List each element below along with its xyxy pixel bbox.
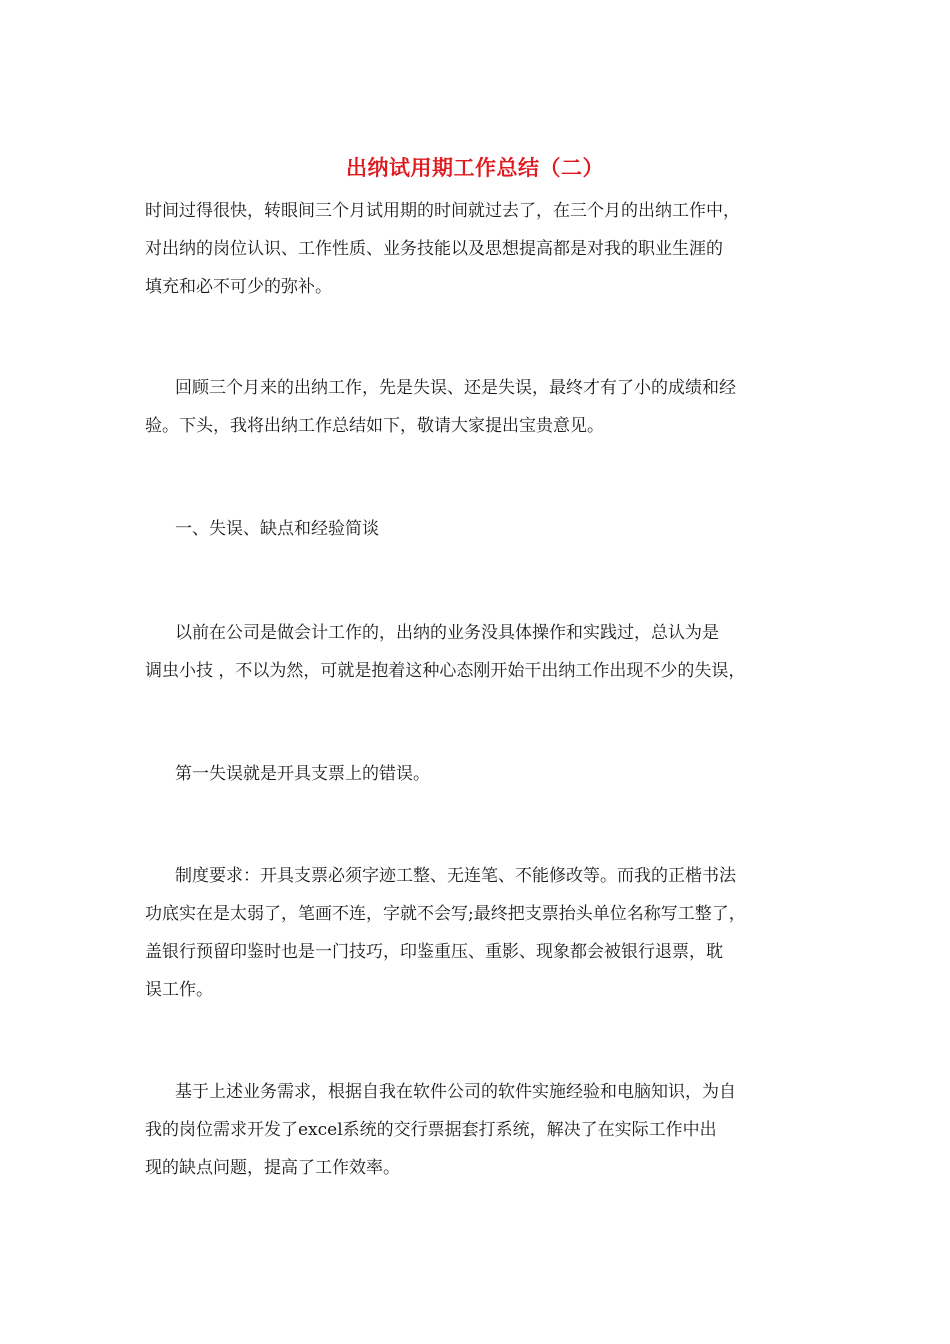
paragraph-intro	[145, 192, 815, 306]
paragraph-line: 功底实在是太弱了，笔画不连，字就不会写;最终把支票抬头单位名称写工整了，	[145, 904, 746, 924]
paragraph-first-mistake	[145, 755, 815, 793]
section-heading	[145, 510, 815, 548]
paragraph-line: 误工作。	[145, 980, 213, 1000]
section-heading-text: 一、失误、缺点和经验简谈	[175, 519, 379, 539]
paragraph-line: 验。下头，我将出纳工作总结如下，敬请大家提出宝贵意见。	[145, 416, 604, 436]
paragraph-review	[145, 369, 815, 445]
paragraph-background	[145, 614, 815, 690]
paragraph-line: 盖银行预留印鉴时也是一门技巧，印鉴重压、重影、现象都会被银行退票，耽	[145, 942, 723, 962]
paragraph-rules	[145, 857, 815, 1009]
paragraph-line: 以前在公司是做会计工作的，出纳的业务没具体操作和实践过，总认为是	[175, 623, 719, 643]
paragraph-line: 我的岗位需求开发了excel系统的交行票据套打系统，解决了在实际工作中出	[145, 1120, 717, 1140]
paragraph-line: 第一失误就是开具支票上的错误。	[175, 764, 430, 784]
paragraph-line: 基于上述业务需求，根据自我在软件公司的软件实施经验和电脑知识，为自	[175, 1082, 736, 1102]
paragraph-line: 对出纳的岗位认识、工作性质、业务技能以及思想提高都是对我的职业生涯的	[145, 239, 723, 259]
paragraph-line: 填充和必不可少的弥补。	[145, 277, 332, 297]
paragraph-line: 调虫小技 ，不以为然，可就是抱着这种心态刚开始干出纳工作出现不少的失误，	[145, 661, 746, 681]
paragraph-line: 时间过得很快，转眼间三个月试用期的时间就过去了，在三个月的出纳工作中，	[145, 201, 740, 221]
paragraph-solution	[145, 1073, 815, 1187]
paragraph-line: 现的缺点问题，提高了工作效率。	[145, 1158, 400, 1178]
paragraph-line: 制度要求：开具支票必须字迹工整、无连笔、不能修改等。而我的正楷书法	[175, 866, 736, 886]
document-title: 出纳试用期工作总结（二）	[346, 156, 604, 180]
paragraph-line: 回顾三个月来的出纳工作，先是失误、还是失误，最终才有了小的成绩和经	[175, 378, 736, 398]
